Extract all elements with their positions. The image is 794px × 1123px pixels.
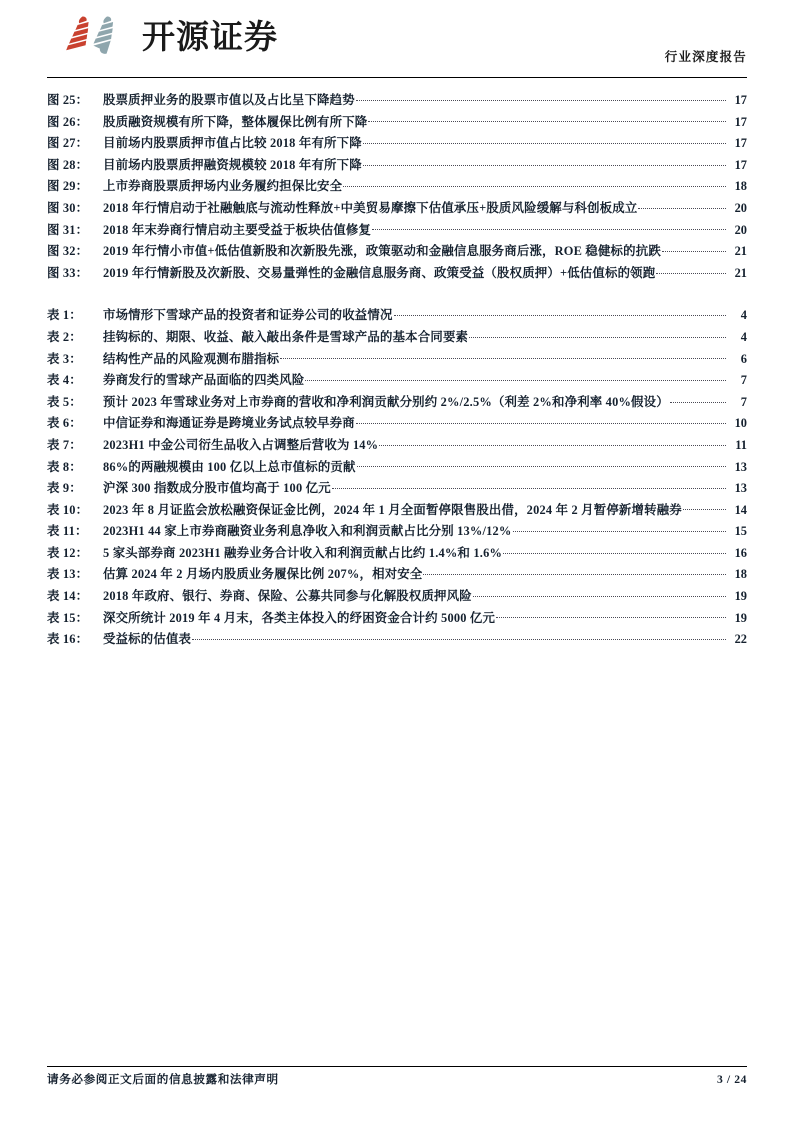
toc-entry-label: 表 15： [47,610,89,625]
toc-leader-dots [683,501,726,513]
toc-entry-label: 表 8： [47,459,82,474]
toc-entry-label: 图 25： [47,93,89,107]
toc-entry-title: 2019 年行情小市值+低估值新股和次新股先涨，政策驱动和金融信息服务商后涨，ROE 稳健标的抗跌 [103,244,661,259]
toc-entry-tables-1[interactable] [47,305,747,327]
toc-entry-label: 图 32： [47,244,89,259]
toc-entry-title: 上市券商股票质押场内业务履约担保比安全 [103,179,343,194]
toc-entry-label: 表 11： [47,524,88,539]
toc-entry-page: 17 [734,136,747,151]
toc-entry-title: 2023 年 8 月证监会放松融资保证金比例，2024 年 1 月全面暂停限售股出借，2024 年 2 月暂停新增转融券 [103,502,682,517]
toc-leader-dots [363,156,726,168]
toc-entry-figures-3[interactable] [47,133,747,155]
kaiyuan-securities-logo-icon [66,12,130,60]
toc-entry-figures-8[interactable] [47,241,747,263]
toc-entry-tables-11[interactable] [47,521,747,543]
toc-entry-page: 21 [734,244,747,259]
toc-entry-page: 14 [734,502,747,517]
toc-entry-label: 表 14： [47,589,89,604]
toc-entry-page: 17 [734,114,747,129]
toc-entry-tables-5[interactable] [47,392,747,414]
toc-entry-figures-5[interactable] [47,176,747,198]
toc-entry-title: 沪深 300 指数成分股市值均高于 100 亿元 [103,481,331,496]
toc-leader-dots [332,480,726,492]
toc-entry-tables-8[interactable] [47,457,747,479]
toc-entry-label: 表 16： [47,632,89,647]
toc-leader-dots [379,437,726,449]
toc-entry-label: 表 5： [47,394,82,409]
toc-leader-dots [372,221,726,233]
toc-entry-page: 20 [734,200,747,215]
toc-entry-title: 估算 2024 年 2 月场内股质业务履保比例 207%，相对安全 [103,567,423,582]
toc-entry-tables-10[interactable] [47,500,747,522]
toc-entry-title: 受益标的估值表 [103,632,192,647]
report-type-label: 行业深度报告 [664,50,747,64]
toc-entry-tables-7[interactable] [47,435,747,457]
toc-entry-title: 挂钩标的、期限、收益、敲入敲出条件是雪球产品的基本合同要素 [103,329,469,344]
toc-leader-dots [357,458,726,470]
toc-leader-dots [662,243,726,255]
toc-leader-dots [638,200,726,212]
toc-entry-page: 7 [740,394,747,409]
toc-entry-title: 中信证券和海通证券是跨境业务试点较早券商 [103,416,355,431]
toc-entry-label: 图 26： [47,114,89,129]
toc-entry-label: 表 2： [47,329,82,344]
toc-entry-tables-12[interactable] [47,543,747,565]
toc-leader-dots [363,135,726,147]
toc-entry-page: 19 [734,610,747,625]
footer-divider [47,1066,747,1067]
toc-entry-title: 2023H1 44 家上市券商融资业务利息净收入和利润贡献占比分别 13%/12% [103,524,512,539]
toc-entry-page: 18 [734,567,747,582]
toc-entry-page: 18 [734,179,747,194]
toc-leader-dots [368,113,726,125]
toc-entry-page: 17 [734,93,747,107]
toc-entry-label: 表 9： [47,481,82,496]
toc-leader-dots [513,523,727,535]
toc-entry-page: 13 [734,459,747,474]
toc-entry-tables-16[interactable] [47,629,747,651]
toc-entry-tables-6[interactable] [47,413,747,435]
toc-entry-label: 表 13： [47,567,89,582]
toc-entry-label: 表 4： [47,373,82,388]
page-header [47,0,747,78]
toc-entry-label: 图 33： [47,265,89,280]
toc-entry-page: 20 [734,222,747,237]
toc-entry-page: 15 [734,524,747,539]
toc-entry-title: 2018 年行情启动于社融触底与流动性释放+中美贸易摩擦下估值承压+股质风险缓解与科创板成立 [103,200,638,215]
toc-entry-title: 结构性产品的风险观测布腊指标 [103,351,280,366]
toc-entry-label: 图 30： [47,200,89,215]
toc-leader-dots [656,264,726,276]
toc-entry-page: 22 [734,632,747,647]
table-of-contents [47,78,747,651]
toc-leader-dots [356,92,726,104]
toc-entry-page: 4 [740,329,747,344]
toc-entry-page: 4 [740,308,747,323]
toc-entry-title: 86%的两融规模由 100 亿以上总市值标的贡献 [103,459,356,474]
figure-list [47,90,747,284]
toc-entry-page: 19 [734,589,747,604]
header-divider [47,77,747,78]
toc-entry-page: 17 [734,157,747,172]
brand-logo [66,12,278,60]
toc-entry-title: 深交所统计 2019 年 4 月末，各类主体投入的纾困资金合计约 5000 亿元 [103,610,496,625]
toc-entry-page: 11 [735,437,747,452]
toc-entry-label: 表 6： [47,416,82,431]
toc-entry-title: 目前场内股票质押市值占比较 2018 年有所下降 [103,136,362,151]
toc-entry-page: 10 [734,416,747,431]
toc-entry-figures-6[interactable] [47,198,747,220]
toc-entry-tables-14[interactable] [47,586,747,608]
toc-entry-title: 预计 2023 年雪球业务对上市券商的营收和净利润贡献分别约 2%/2.5%（利差 2%和净利率 40%假设） [103,394,669,409]
toc-entry-title: 券商发行的雪球产品面临的四类风险 [103,373,305,388]
toc-entry-tables-9[interactable] [47,478,747,500]
toc-entry-label: 表 12： [47,545,89,560]
toc-entry-page: 13 [734,481,747,496]
toc-entry-page: 21 [734,265,747,280]
toc-entry-title: 5 家头部券商 2023H1 融券业务合计收入和利润贡献占比约 1.4%和 1.6% [103,545,503,560]
toc-leader-dots [496,609,726,621]
footer-disclaimer: 请务必参阅正文后面的信息披露和法律声明 [47,1073,279,1086]
toc-entry-figures-7[interactable] [47,220,747,242]
toc-entry-tables-15[interactable] [47,608,747,630]
toc-entry-title: 市场情形下雪球产品的投资者和证券公司的收益情况 [103,308,393,323]
toc-entry-label: 表 7： [47,437,82,452]
toc-leader-dots [473,588,726,600]
toc-entry-label: 表 1： [47,308,82,323]
toc-entry-label: 图 29： [47,179,89,194]
toc-entry-tables-2[interactable] [47,327,747,349]
footer-page-number: 3 / 24 [716,1073,747,1086]
toc-entry-figures-1[interactable] [47,90,747,112]
toc-leader-dots [670,393,726,405]
toc-entry-figures-2[interactable] [47,112,747,134]
toc-entry-label: 图 31： [47,222,89,237]
toc-entry-page: 6 [740,351,747,366]
toc-entry-page: 7 [740,373,747,388]
toc-leader-dots [423,566,726,578]
toc-entry-label: 表 10： [47,502,89,517]
toc-leader-dots [394,307,726,319]
toc-entry-tables-4[interactable] [47,370,747,392]
toc-entry-title: 目前场内股票质押融资规模较 2018 年有所下降 [103,157,362,172]
brand-name: 开源证券 [142,17,278,55]
toc-leader-dots [469,329,726,341]
toc-entry-label: 表 3： [47,351,82,366]
toc-entry-figures-9[interactable] [47,263,747,285]
toc-leader-dots [343,178,726,190]
toc-entry-title: 股质融资规模有所下降，整体履保比例有所下降 [103,114,368,129]
table-list [47,305,747,651]
page-footer [47,1066,747,1087]
toc-entry-figures-4[interactable] [47,155,747,177]
toc-leader-dots [280,350,726,362]
toc-entry-page: 16 [734,545,747,560]
toc-entry-tables-13[interactable] [47,564,747,586]
toc-entry-title: 2018 年政府、银行、券商、保险、公募共同参与化解股权质押风险 [103,589,472,604]
toc-entry-title: 2023H1 中金公司衍生品收入占调整后营收为 14% [103,437,379,452]
toc-entry-label: 图 28： [47,157,89,172]
toc-entry-title: 2018 年末券商行情启动主要受益于板块估值修复 [103,222,372,237]
toc-entry-title: 2019 年行情新股及次新股、交易量弹性的金融信息服务商、政策受益（股权质押）+低估值标的领跑 [103,265,656,280]
toc-leader-dots [192,631,726,643]
toc-leader-dots [356,415,726,427]
toc-entry-tables-3[interactable] [47,349,747,371]
toc-entry-title: 股票质押业务的股票市值以及占比呈下降趋势 [103,93,355,107]
toc-leader-dots [305,372,726,384]
toc-entry-label: 图 27： [47,136,89,151]
toc-leader-dots [503,544,726,556]
